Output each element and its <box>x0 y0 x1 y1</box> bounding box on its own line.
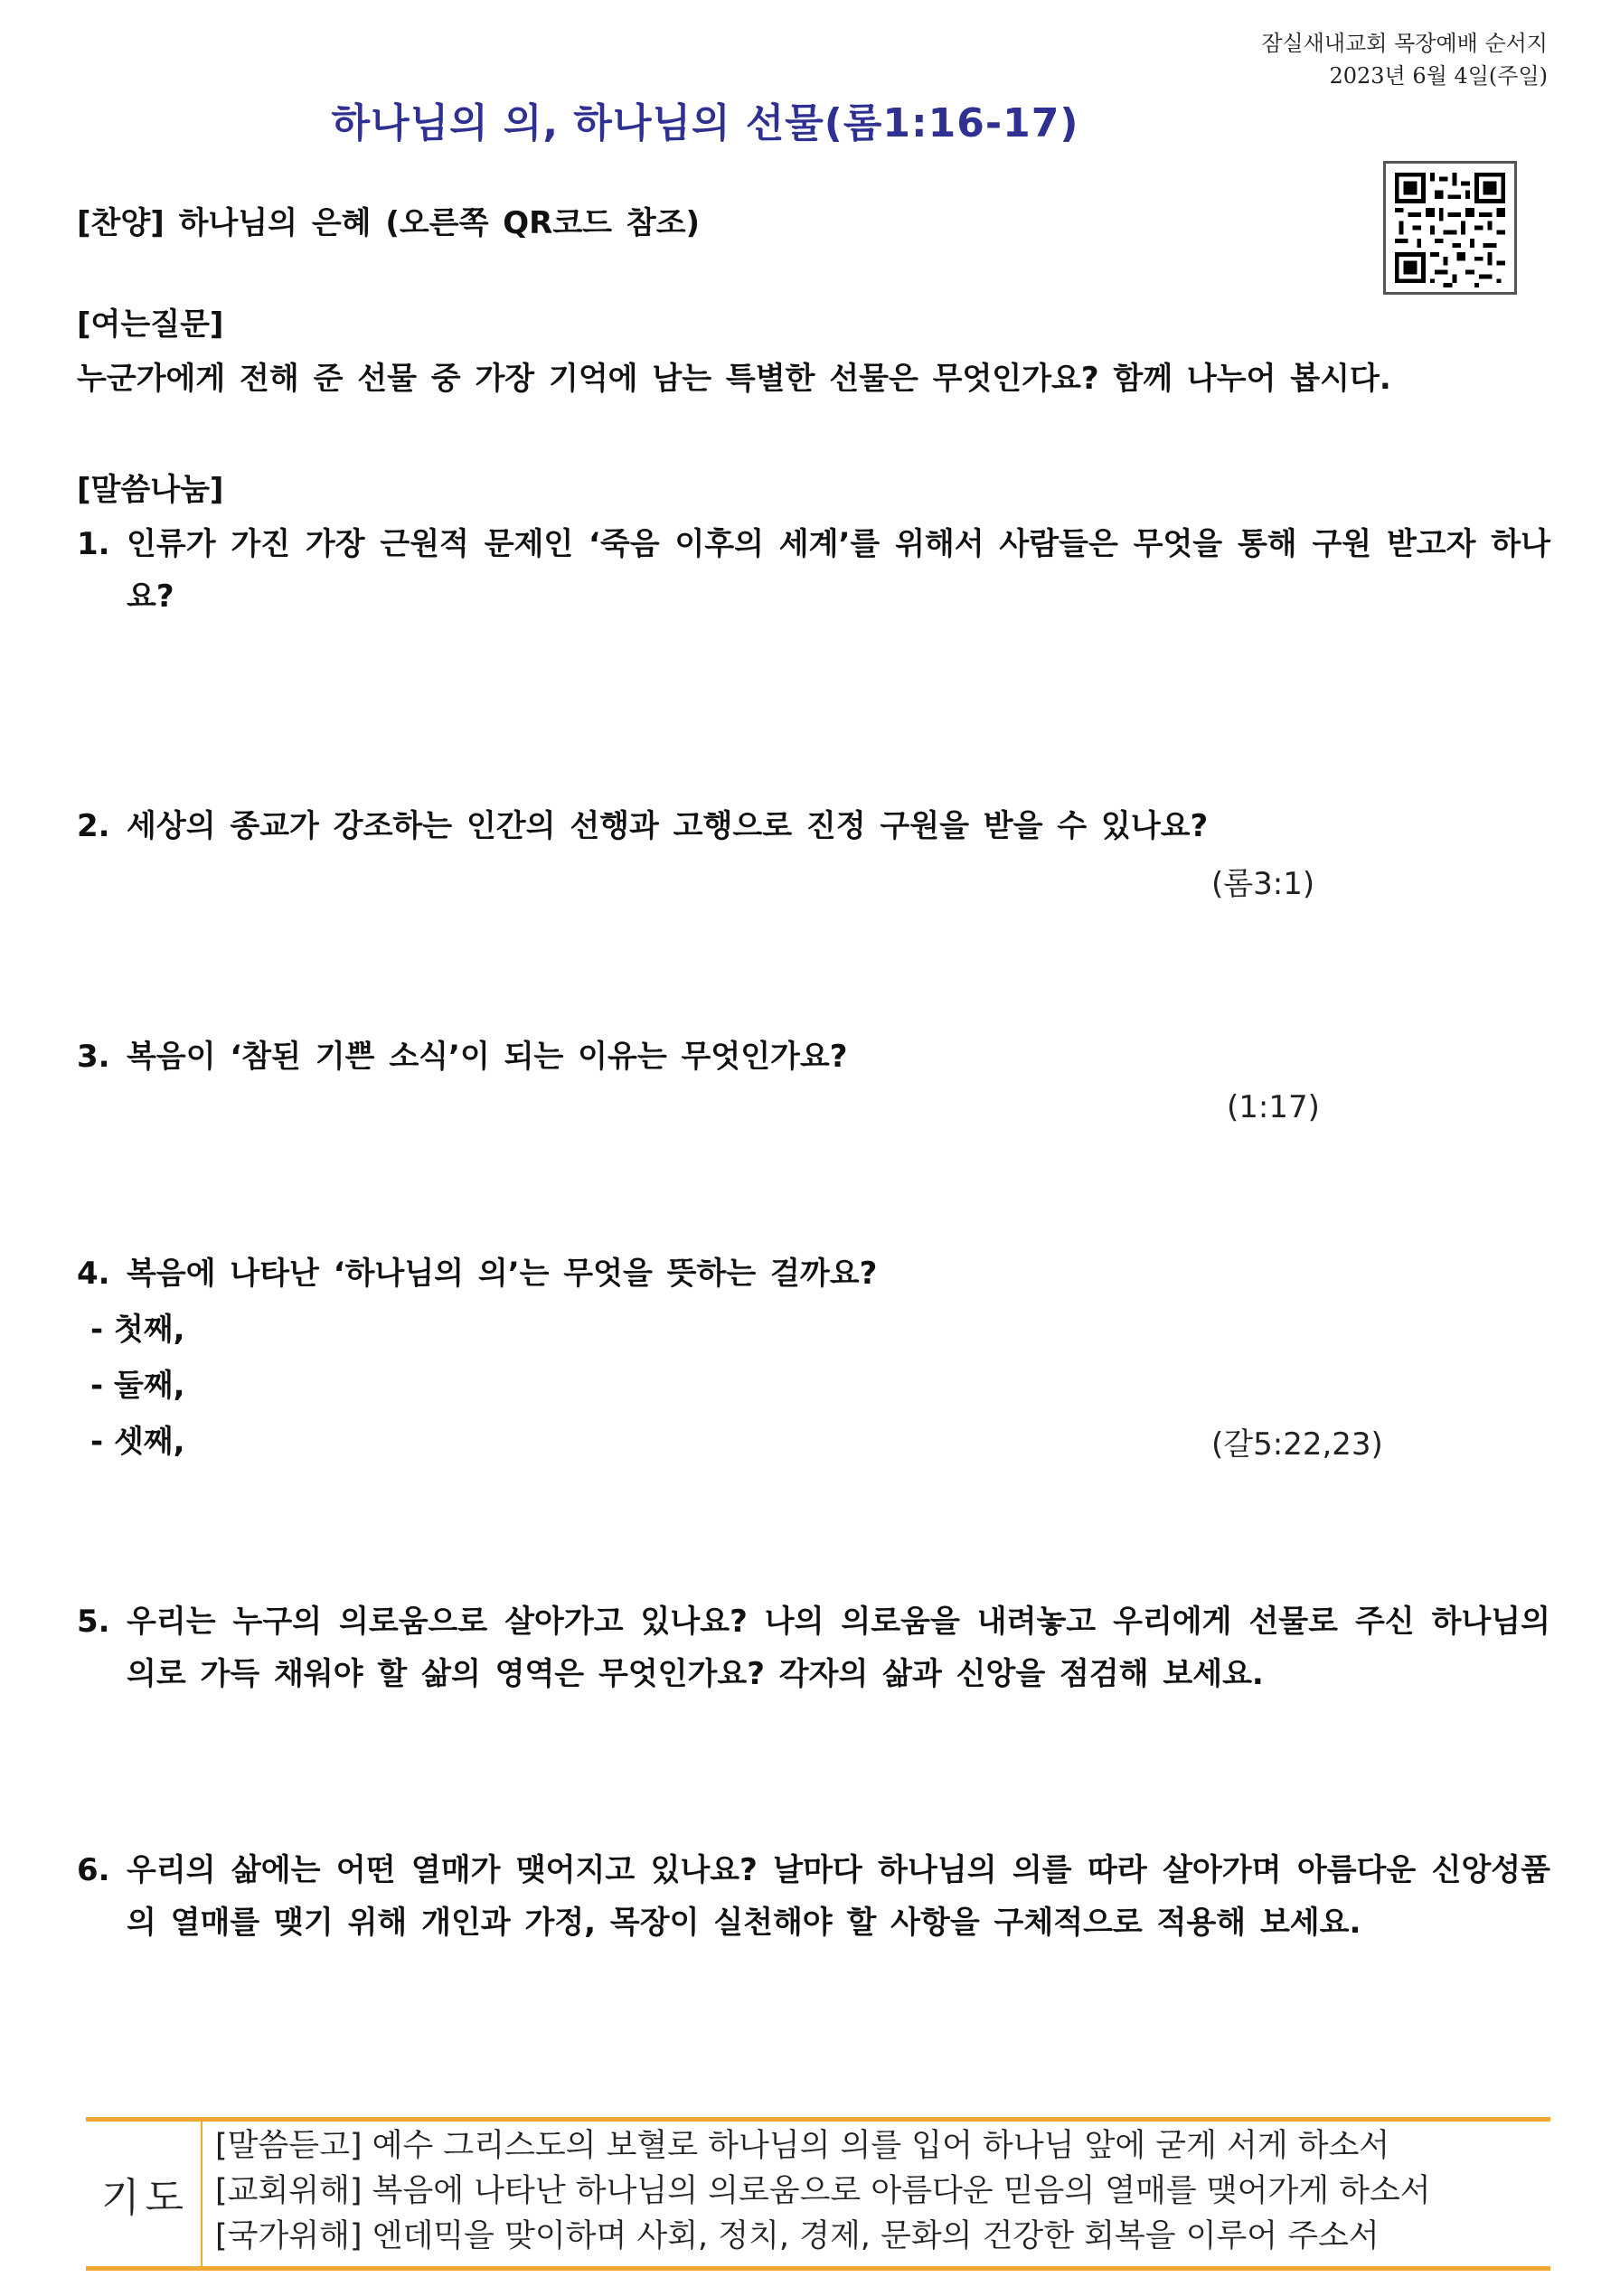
scripture-reference: (갈5:22,23) <box>1211 1426 1383 1463</box>
question-number: 4. <box>77 1256 110 1292</box>
prayer-label: 기도 <box>101 2175 190 2221</box>
qr-code[interactable] <box>1383 161 1517 295</box>
question-number: 5. <box>77 1604 110 1640</box>
qr-code-icon <box>1386 164 1514 292</box>
question-text: 복음이 ‘참된 기쁜 소식’이 되는 이유는 무엇인가요? <box>127 1039 848 1075</box>
question-text: 인류가 가진 가장 근원적 문제인 ‘죽음 이후의 세계’를 위해서 사람들은 무엇을 통해 구원 받고자 하나요? <box>127 526 1550 615</box>
question-number: 2. <box>77 808 110 844</box>
opening-question: 누군가에게 전해 준 선물 중 가장 기억에 남는 특별한 선물은 무엇인가요? 함께 나누어 봅시다. <box>77 361 1391 397</box>
scripture-reference: (롬3:1) <box>1211 866 1315 902</box>
church-name: 잠실새내교회 목장예배 순서지 <box>1261 31 1548 56</box>
opening-heading: [여는질문] <box>77 306 224 343</box>
prayer-box-top-border <box>86 2117 1550 2122</box>
service-date: 2023년 6월 4일(주일) <box>1329 63 1548 89</box>
page-title: 하나님의 의, 하나님의 선물(롬1:16-17) <box>331 100 1079 146</box>
scripture-reference: (1:17) <box>1227 1089 1320 1125</box>
q4-item-first: - 첫째, <box>90 1312 185 1348</box>
question-text: 세상의 종교가 강조하는 인간의 선행과 고행으로 진정 구원을 받을 수 있나요? <box>127 808 1209 844</box>
question-5 <box>77 1595 1550 1700</box>
question-3 <box>77 1030 1550 1083</box>
header-meta <box>1261 27 1548 92</box>
prayer-lines <box>215 2123 1431 2259</box>
prayer-line-church: [교회위해] 복음에 나타난 하나님의 의로움으로 아름다운 믿음의 열매를 맺어가게 하소서 <box>215 2173 1431 2209</box>
prayer-line-word: [말씀듣고] 예수 그리스도의 보혈로 하나님의 의를 입어 하나님 앞에 굳게 서게 하소서 <box>215 2128 1390 2164</box>
question-text: 복음에 나타난 ‘하나님의 의’는 무엇을 뜻하는 걸까요? <box>127 1256 878 1292</box>
sharing-heading: [말씀나눔] <box>77 472 224 508</box>
question-number: 3. <box>77 1039 110 1075</box>
prayer-line-nation: [국가위해] 엔데믹을 맞이하며 사회, 정치, 경제, 문화의 건강한 회복을 이루어 주소서 <box>215 2218 1380 2254</box>
question-number: 1. <box>77 526 110 562</box>
prayer-box-divider <box>201 2122 202 2266</box>
praise-line: [찬양] 하나님의 은혜 (오른쪽 QR코드 참조) <box>77 205 701 241</box>
question-6 <box>77 1844 1550 1949</box>
question-text: 우리는 누구의 의로움으로 살아가고 있나요? 나의 의로움을 내려놓고 우리에게 선물로 주신 하나님의 의로 가득 채워야 할 삶의 영역은 무엇인가요? 각자의 삶과 신앙을 점검해 보세요. <box>127 1604 1550 1692</box>
question-1 <box>77 518 1550 623</box>
question-text: 우리의 삶에는 어떤 열매가 맺어지고 있나요? 날마다 하나님의 의를 따라 살아가며 아름다운 신앙성품의 열매를 맺기 위해 개인과 가정, 목장이 실천해야 할 사항을 구체적으로 적용해 보세요. <box>127 1852 1550 1941</box>
q4-item-third: - 셋째, <box>90 1424 185 1460</box>
q4-item-second: - 둘째, <box>90 1368 185 1404</box>
question-2 <box>77 800 1550 852</box>
prayer-box-bottom-border <box>86 2266 1550 2271</box>
question-number: 6. <box>77 1852 110 1888</box>
question-4 <box>77 1247 1550 1300</box>
